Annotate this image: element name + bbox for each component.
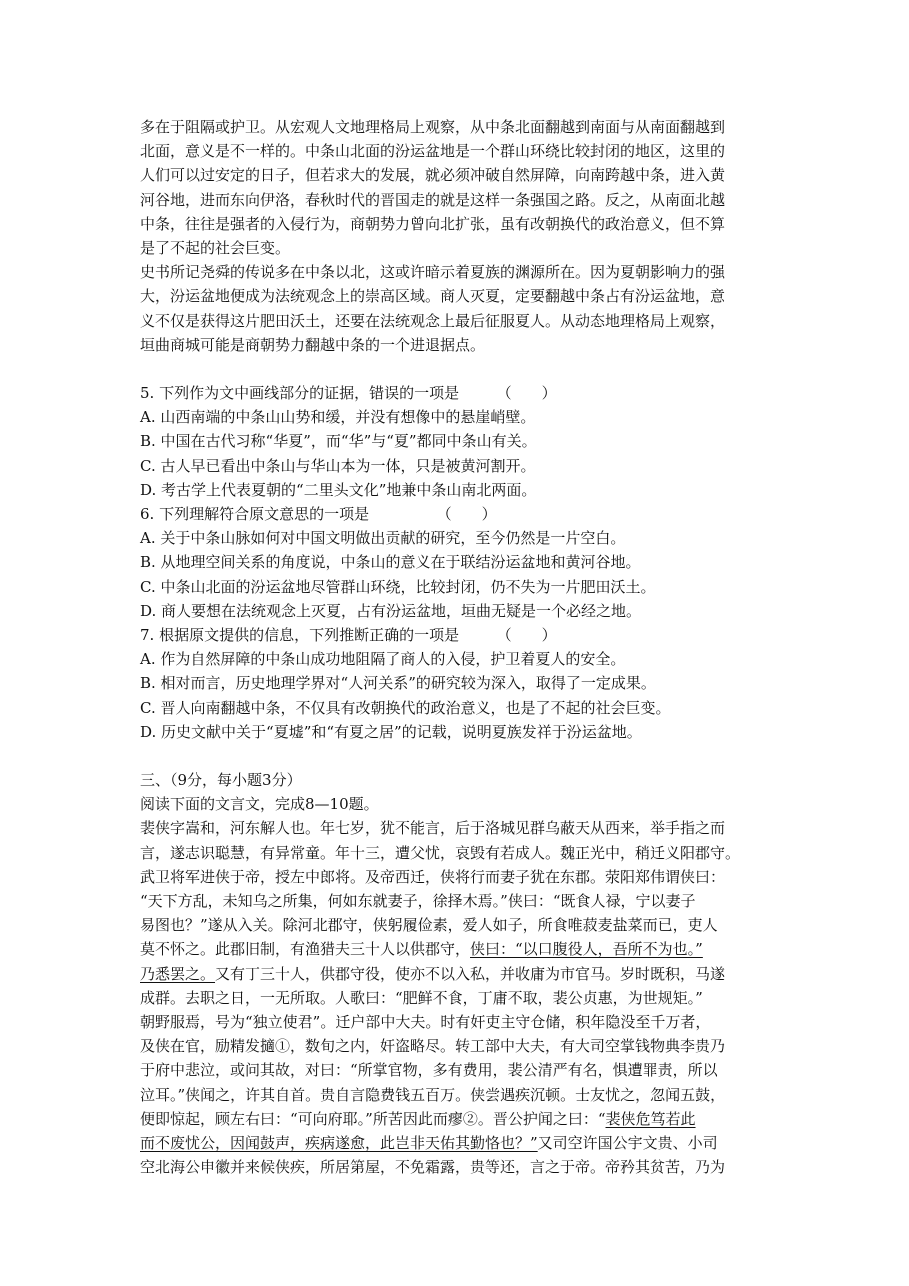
- section-heading: 三、（9分，每小题3分）: [140, 771, 302, 790]
- classical-text-line: 成群。去职之日，一无所取。人歌曰：“肥鲜不食，丁庸不取，裴公贞惠，为世规矩。”: [140, 988, 703, 1007]
- question-5-stem: 5. 下列作为文中画线部分的证据，错误的一项是 （ ）: [140, 384, 557, 403]
- blank-line: [140, 744, 780, 768]
- classical-text-line: 空北海公申徽并来候侠疾，所居第屋，不免霜露，贵等还，言之于帝。帝矜其贫苦，乃为: [140, 1158, 726, 1177]
- passage-line: 多在于阻隔或护卫。从宏观人文地理格局上观察，从中条北面翻越到南面与从南面翻越到: [140, 118, 726, 136]
- question-6-option-b: B. 从地理空间关系的角度说，中条山的意义在于联结汾运盆地和黄河谷地。: [140, 553, 641, 572]
- classical-text-line: 言，遂志识聪慧，有异常童。年十三，遭父忧，哀毁有若成人。魏正光中，稍迁义阳郡守。: [140, 843, 741, 862]
- passage-line: 史书所记尧舜的传说多在中条以北，这或许暗示着夏族的渊源所在。因为夏朝影响力的强: [140, 263, 726, 282]
- classical-text-line: 易图也？”遂从入关。除河北郡守，侠躬履俭素，爱人如子，所食唯菽麦盐菜而已，吏人: [140, 916, 718, 935]
- section-instruction: 阅读下面的文言文，完成8—10题。: [140, 795, 379, 814]
- underlined-text: 而不废忧公，因闻鼓声，疾病遂愈，此岂非天佑其勤恪也？”: [140, 1133, 538, 1152]
- classical-text-line: [140, 1131, 780, 1155]
- question-6-option-c: C. 中条山北面的汾运盆地尽管群山环绕，比较封闭，仍不失为一片肥田沃土。: [140, 577, 656, 596]
- classical-text-line: 武卫将军进侠于帝，授左中郎将。及帝西迁，侠将行而妻子犹在东郡。荥阳郑伟谓侠曰：: [140, 867, 726, 886]
- classical-text-line: 朝野服焉，号为“独立使君”。迁户部中大夫。时有奸吏主守仓储，积年隐没至千万者，: [140, 1012, 711, 1031]
- question-7-stem: 7. 根据原文提供的信息，下列推断正确的一项是 （ ）: [140, 625, 557, 644]
- classical-text-line: 于府中悲泣，或问其故，对曰：“所掌官物，多有费用，裴公清严有名，惧遭罪责，所以: [140, 1061, 718, 1080]
- passage-line: 大，汾运盆地便成为法统观念上的崇高区域。商人灭夏，定要翻越中条占有汾运盆地，意: [140, 287, 726, 306]
- question-6-option-d: D. 商人要想在法统观念上灭夏，占有汾运盆地，垣曲无疑是一个必经之地。: [140, 601, 642, 620]
- plain-text: 又司空许国公宇文贵、小司: [537, 1133, 718, 1152]
- classical-text-line: “天下方乱，未知乌之所集，何如东就妻子，徐择木焉。”侠曰：“既食人禄，宁以妻子: [140, 892, 696, 910]
- classical-text-line: 裴侠字嵩和，河东解人也。年七岁，犹不能言，后于洛城见群乌蔽天从西来，举手指之而: [140, 819, 726, 838]
- plain-text: 莫不怀之。此郡旧制，有渔猎夫三十人以供郡守，: [140, 940, 471, 959]
- plain-text: 便即惊起，顾左右曰：“可向府耶。”所苦因此而瘳②。晋公护闻之曰：“: [140, 1109, 606, 1128]
- passage-line: 中条，往往是强者的入侵行为，商朝势力曾向北扩张，虽有改朝换代的政治意义，但不算: [140, 214, 726, 233]
- classical-text-line: [140, 937, 780, 961]
- question-7-option-b: B. 相对而言，历史地理学界对“人河关系”的研究较为深入，取得了一定成果。: [140, 674, 656, 693]
- question-5-option-c: C. 古人早已看出中条山与华山本为一体，只是被黄河割开。: [140, 456, 536, 475]
- passage-line: 人们可以过安定的日子，但若求大的发展，就必须冲破自然屏障，向南跨越中条，进入黄: [140, 166, 726, 185]
- blank-line: [140, 357, 780, 381]
- classical-text-line: [140, 1107, 780, 1131]
- classical-text-line: 泣耳。”侠闻之，许其自首。贵自言隐费钱五百万。侠尝遇疾沉顿。士友忧之，忽闻五鼓，: [140, 1085, 726, 1104]
- passage-line: 垣曲商城可能是商朝势力翻越中条的一个进退据点。: [140, 335, 486, 354]
- underlined-text: 侠曰：“以口腹役人，吾所不为也。”: [470, 940, 703, 959]
- underlined-text: 乃悉罢之。: [140, 964, 216, 983]
- question-5-option-a: A. 山西南端的中条山山势和缓，并没有想像中的悬崖峭壁。: [140, 408, 536, 427]
- passage-line: 河谷地，进而东向伊洛，春秋时代的晋国走的就是这样一条强国之路。反之，从南面北越: [140, 190, 726, 209]
- classical-text-line: [140, 962, 780, 986]
- question-5-option-b: B. 中国在古代习称“华夏”，而“华”与“夏”都同中条山有关。: [140, 432, 537, 451]
- question-6-option-a: A. 关于中条山脉如何对中国文明做出贡献的研究，至今仍然是一片空白。: [140, 529, 626, 548]
- classical-text-line: 及侠在官，励精发擿①，数旬之内，奸盗略尽。转工部中大夫，有大司空掌钱物典李贵乃: [140, 1037, 726, 1056]
- plain-text: 又有丁三十人，供郡守役，使亦不以入私，并收庸为市官马。岁时既积，马遂: [215, 964, 726, 983]
- passage-line: 北面，意义是不一样的。中条山北面的汾运盆地是一个群山环绕比较封闭的地区，这里的: [140, 142, 726, 161]
- question-7-option-a: A. 作为自然屏障的中条山成功地阻隔了商人的入侵，护卫着夏人的安全。: [140, 650, 626, 669]
- question-7-option-d: D. 历史文献中关于“夏墟”和“有夏之居”的记载，说明夏族发祥于汾运盆地。: [140, 722, 642, 741]
- document-page: [140, 115, 780, 1179]
- passage-line: 义不仅是获得这片肥田沃土，还要在法统观念上最后征服夏人。从动态地理格局上观察，: [140, 311, 726, 330]
- passage-line: 是了不起的社会巨变。: [140, 238, 291, 257]
- question-6-stem: 6. 下列理解符合原文意思的一项是 （ ）: [140, 505, 497, 523]
- underlined-text: 裴侠危笃若此: [605, 1109, 696, 1128]
- question-5-option-d: D. 考古学上代表夏朝的“二里头文化”地兼中条山南北两面。: [140, 480, 537, 499]
- question-7-option-c: C. 晋人向南翻越中条，不仅具有改朝换代的政治意义，也是了不起的社会巨变。: [140, 698, 671, 717]
